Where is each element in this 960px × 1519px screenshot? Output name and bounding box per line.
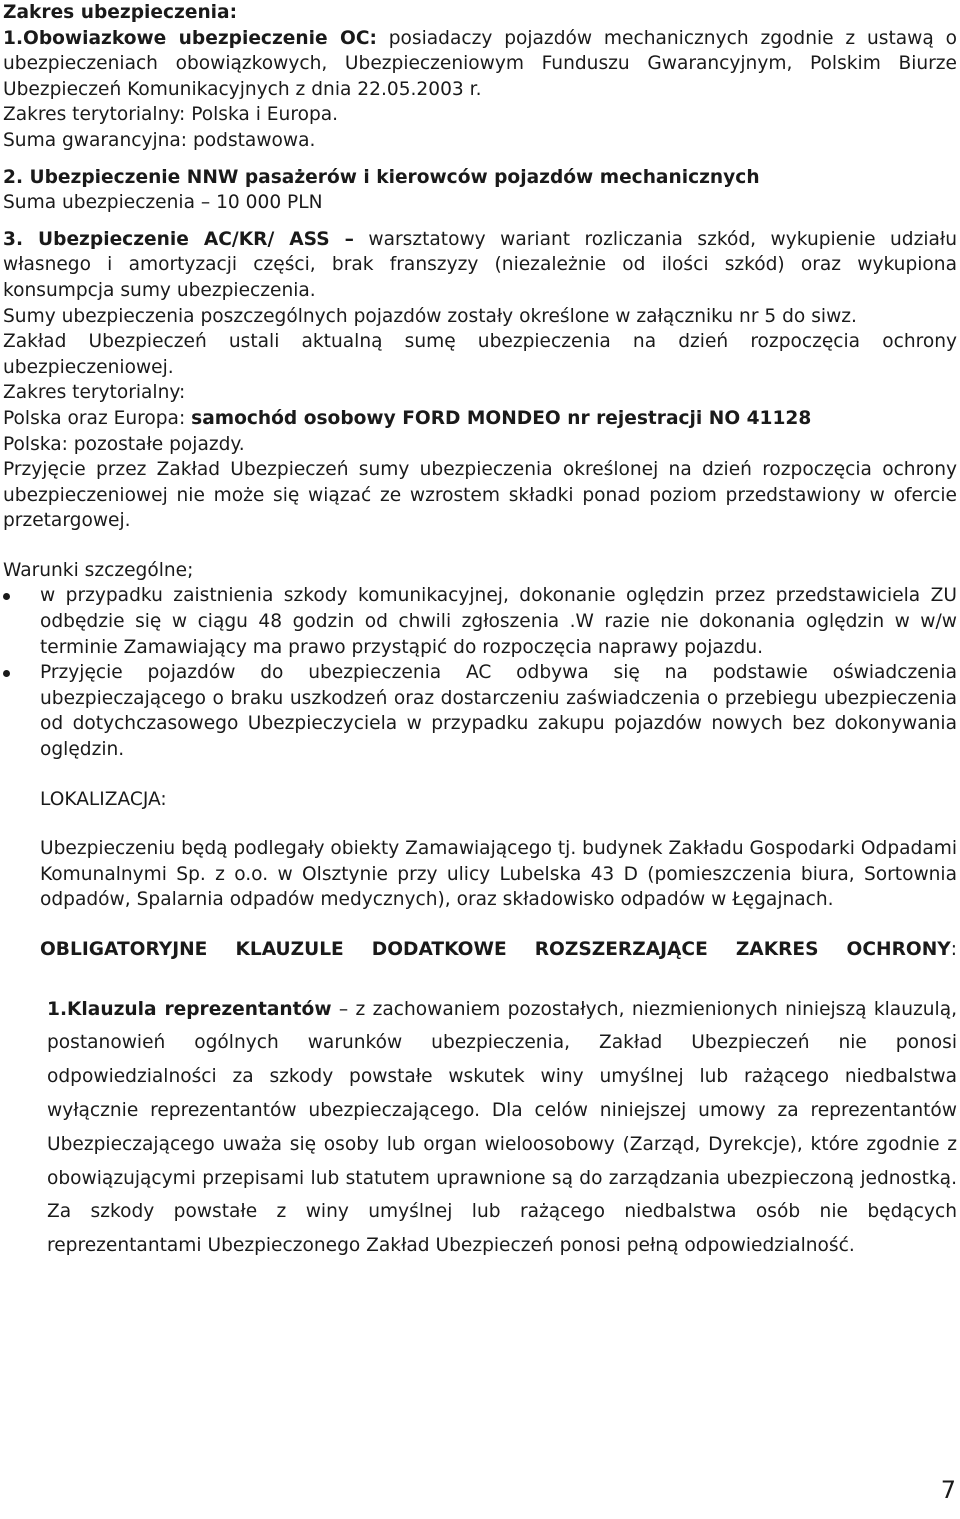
ac-polska: Polska: pozostałe pojazdy. <box>3 433 245 455</box>
ac-heading: 3. Ubezpieczenie AC/KR/ ASS – <box>3 228 354 250</box>
ac-europa: Polska oraz Europa: samochód osobowy FORD MONDEO nr rejestracji NO 41128 <box>3 407 812 429</box>
ac-text: warsztatowy wariant rozliczania szkód, wykupienie udziału własnego i amortyzacji części, brak franszyzy (niezależnie od ilości szkód) oraz wykupiona konsumpcja sumy ubezpieczenia. <box>3 228 957 301</box>
ac-zaklad: Zakład Ubezpieczeń ustali aktualną sumę ubezpieczenia na dzień rozpoczęcia ochrony ubezpieczeniowej. <box>3 331 957 378</box>
document-page <box>3 0 957 1263</box>
list-item: w przypadku zaistnienia szkody komunikacyjnej, dokonanie oględzin przez przedstawiciela ZU odbędzie się w ciągu 48 godzin od chwili zgłoszenia .W razie nie dokonania oględzin w w/w terminie Zamawiający ma prawo przystąpić do rozpoczęcia naprawy pojazdu. <box>3 583 957 660</box>
page-number: 7 <box>940 1476 956 1504</box>
ac-przyjecie: Przyjęcie przez Zakład Ubezpieczeń sumy ubezpieczenia określonej na dzień rozpoczęcia ochrony ubezpieczeniowej nie może się wiązać ze wzrostem składki ponad poziom przedstawiony w ofercie przetargowej. <box>3 459 957 532</box>
klauzula-reprezentantow <box>3 993 957 1263</box>
klauzula-text: – z zachowaniem pozostałych, niezmienionych niniejszą klauzulą, postanowień ogólnych warunków ubezpieczenia, Zakład Ubezpieczeń nie ponosi odpowiedzialności za szkody powstałe wskutek winy umyślnej lub rażącego niedbalstwa wyłącznie reprezentantów ubezpieczającego. Dla celów niniejszej umowy za reprezentantów Ubezpieczającego uważa się osoby lub organ wieloosobowy (Zarząd, Dyrekcje), które zgodnie z obowiązującymi przepisami lub statutem uprawnione są do zarządzania ubezpieczoną jednostką. Za szkody powstałe z winy umyślnej lub rażącego niedbalstwa osób nie będących reprezentantami Ubezpieczonego Zakład Ubezpieczeń ponosi pełną odpowiedzialność. <box>47 998 957 1257</box>
ac-zakres-label: Zakres terytorialny: <box>3 382 186 404</box>
klauzula-title: 1.Klauzula reprezentantów <box>47 998 332 1020</box>
klauzule-heading: OBLIGATORYJNE KLAUZULE DODATKOWE ROZSZERZAJĄCE ZAKRES OCHRONY: <box>40 939 957 960</box>
oc-zakres: Zakres terytorialny: Polska i Europa. <box>3 104 339 126</box>
nnw-heading: 2. Ubezpieczenie NNW pasażerów i kierowców pojazdów mechanicznych <box>3 166 760 188</box>
oc-number: 1. <box>3 27 24 49</box>
warunki-list <box>3 583 957 762</box>
ac-paragraph <box>3 227 957 304</box>
oc-suma: Suma gwarancyjna: podstawowa. <box>3 129 316 151</box>
warunki-label: Warunki szczególne; <box>3 559 194 581</box>
list-item: Przyjęcie pojazdów do ubezpieczenia AC odbywa się na podstawie oświadczenia ubezpieczającego o braku uszkodzeń oraz dostarczeniu zaświadczenia o przebiegu ubezpieczenia od dotychczasowego Ubezpieczyciela w przypadku zakupu pojazdów nowych bez dokonywania oględzin. <box>3 660 957 762</box>
section-title: Zakres ubezpieczenia: <box>3 2 238 23</box>
oc-paragraph <box>3 26 957 103</box>
oc-text: posiadaczy pojazdów mechanicznych zgodnie z ustawą o ubezpieczeniach obowiązkowych, Ubezpieczeniowym Funduszu Gwarancyjnym, Polskim Biurze Ubezpieczeń Komunikacyjnych z dnia 22.05.2003 r. <box>3 27 957 100</box>
lokalizacja-text: Ubezpieczeniu będą podlegały obiekty Zamawiającego tj. budynek Zakładu Gospodarki Odpadami Komunalnymi Sp. z o.o. w Olsztynie przy ulicy Lubelska 43 D (pomieszczenia biura, Sortownia odpadów, Spalarnia odpadów medycznych), oraz składowisko odpadów w Łęgajnach. <box>40 838 957 911</box>
lokalizacja-label: LOKALIZACJA: <box>40 788 167 810</box>
nnw-suma: Suma ubezpieczenia – 10 000 PLN <box>3 192 323 214</box>
ac-sumy: Sumy ubezpieczenia poszczególnych pojazdów zostały określone w załączniku nr 5 do siwz. <box>3 305 857 327</box>
ac-europa-vehicle: samochód osobowy FORD MONDEO nr rejestracji NO 41128 <box>191 407 812 429</box>
oc-heading: Obowiazkowe ubezpieczenie OC: <box>23 27 377 49</box>
